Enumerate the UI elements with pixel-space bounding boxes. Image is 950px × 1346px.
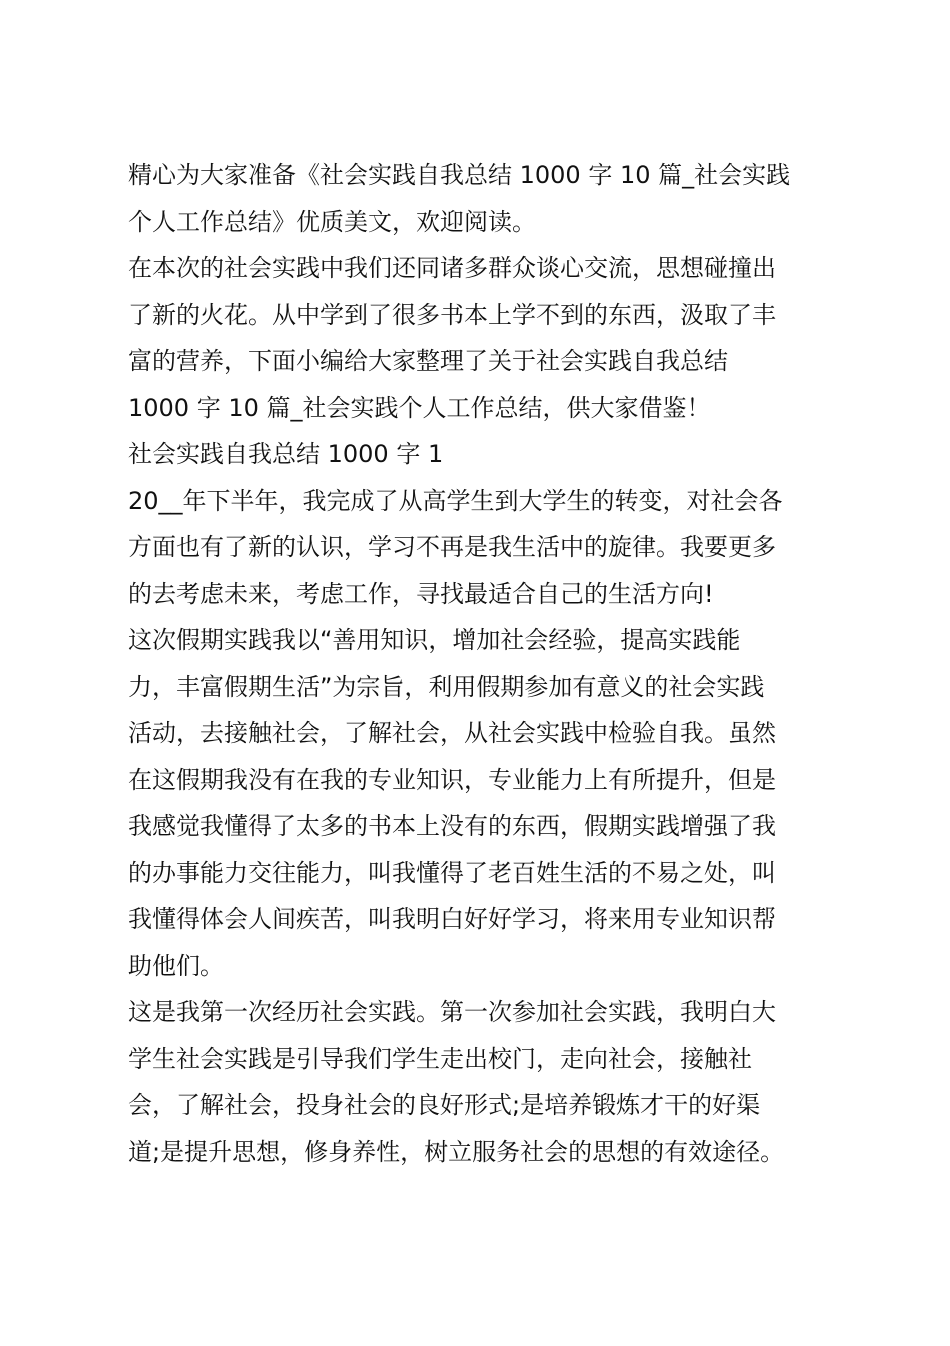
text-line: 精心为大家准备《社会实践自我总结 1000 字 10 篇_社会实践 — [128, 161, 791, 189]
text-line: 学生社会实践是引导我们学生走出校门，走向社会，接触社 — [128, 1044, 752, 1073]
text-line: 活动，去接触社会，了解社会，从社会实践中检验自我。虽然 — [128, 719, 776, 747]
text-line: 的办事能力交往能力，叫我懂得了老百姓生活的不易之处，叫 — [128, 858, 776, 887]
text-line: 方面也有了新的认识，学习不再是我生活中的旋律。我要更多 — [128, 533, 776, 561]
text-line: 的去考虑未来，考虑工作，寻找最适合自己的生活方向! — [128, 579, 714, 608]
text-line: 富的营养，下面小编给大家整理了关于社会实践自我总结 — [128, 347, 728, 375]
text-line: 道;是提升思想，修身养性，树立服务社会的思想的有效途径。 — [128, 1137, 785, 1166]
document-body — [128, 152, 828, 1175]
text-line: 了新的火花。从中学到了很多书本上学不到的东西，汲取了丰 — [128, 300, 776, 329]
text-line: 力，丰富假期生活”为宗旨，利用假期参加有意义的社会实践 — [128, 672, 765, 701]
text-line: 在本次的社会实践中我们还同诸多群众谈心交流，思想碰撞出 — [128, 254, 776, 282]
text-line: 这次假期实践我以“善用知识，增加社会经验，提高实践能 — [128, 626, 741, 654]
text-line: 个人工作总结》优质美文，欢迎阅读。 — [128, 207, 536, 236]
text-line: 我感觉我懂得了太多的书本上没有的东西，假期实践增强了我 — [128, 812, 776, 840]
text-line: 会，了解社会，投身社会的良好形式;是培养锻炼才干的好渠 — [128, 1091, 761, 1119]
text-line: 1000 字 10 篇_社会实践个人工作总结，供大家借鉴！ — [128, 393, 711, 422]
text-line: 助他们。 — [128, 951, 224, 980]
text-line: 我懂得体会人间疾苦，叫我明白好好学习，将来用专业知识帮 — [128, 905, 776, 933]
text-line: 20__年下半年，我完成了从高学生到大学生的转变，对社会各 — [128, 486, 783, 515]
section-heading: 社会实践自我总结 1000 字 1 — [128, 440, 444, 468]
text-line: 在这假期我没有在我的专业知识，专业能力上有所提升，但是 — [128, 765, 776, 794]
text-line: 这是我第一次经历社会实践。第一次参加社会实践，我明白大 — [128, 998, 776, 1026]
